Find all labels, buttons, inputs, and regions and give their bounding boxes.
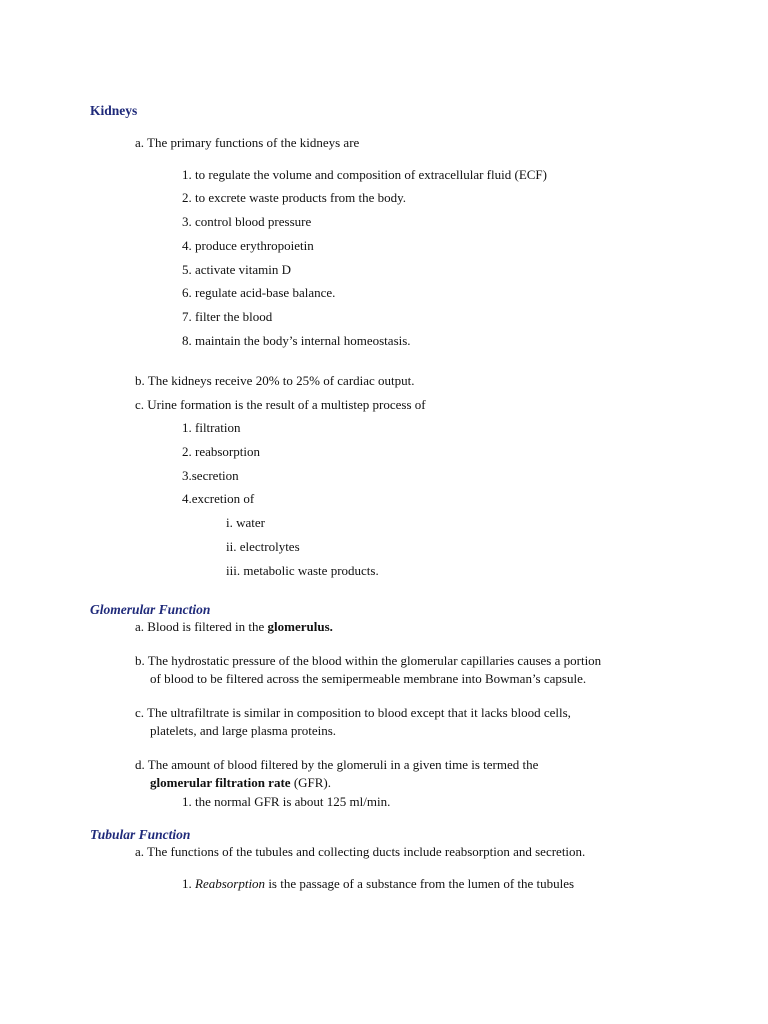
tubular-item-1 [182, 876, 574, 892]
glomerular-item-b-line2: of blood to be filtered across the semipermeable membrane into Bowman’s capsule. [150, 671, 587, 686]
glomerular-item-c-line1: c. The ultrafiltrate is similar in composition to blood except that it lacks blood cells, [135, 705, 571, 720]
tubular-1-rest: is the passage of a substance from the lumen of the tubules [265, 876, 575, 891]
kidneys-item-b: b. The kidneys receive 20% to 25% of cardiac output. [135, 373, 415, 388]
gfr-abbrev: (GFR). [290, 775, 332, 790]
glomerular-item-c-line2: platelets, and large plasma proteins. [150, 723, 337, 738]
process-step: 1. filtration [182, 420, 241, 435]
glomerular-heading: Glomerular Function [90, 602, 211, 617]
glomerular-item-d-line1: d. The amount of blood filtered by the glomeruli in a given time is termed the [135, 757, 539, 772]
kidneys-heading: Kidneys [90, 103, 138, 118]
function-item: 2. to excrete waste products from the body. [182, 190, 407, 205]
function-item: 5. activate vitamin D [182, 262, 292, 277]
function-item: 8. maintain the body’s internal homeostasis. [182, 333, 411, 348]
tubular-1-num: 1. [182, 876, 195, 891]
glomerular-a-bold: glomerulus. [267, 619, 333, 634]
kidneys-item-c: c. Urine formation is the result of a multistep process of [135, 397, 426, 412]
glomerular-item-a [135, 619, 333, 635]
excretion-item: i. water [226, 515, 265, 530]
tubular-heading: Tubular Function [90, 827, 191, 842]
tubular-item-a: a. The functions of the tubules and collecting ducts include reabsorption and secretion. [135, 844, 586, 859]
glomerular-item-d-line2 [150, 775, 331, 791]
kidneys-item-a: a. The primary functions of the kidneys are [135, 135, 360, 150]
function-item: 6. regulate acid-base balance. [182, 285, 336, 300]
process-step: 3.secretion [182, 468, 239, 483]
process-step: 2. reabsorption [182, 444, 260, 459]
function-item: 1. to regulate the volume and composition of extracellular fluid (ECF) [182, 167, 547, 182]
glomerular-item-d-sub: 1. the normal GFR is about 125 ml/min. [182, 794, 391, 809]
excretion-item: iii. metabolic waste products. [226, 563, 379, 578]
gfr-term: glomerular filtration rate [150, 775, 291, 790]
function-item: 4. produce erythropoietin [182, 238, 314, 253]
process-step: 4.excretion of [182, 491, 255, 506]
glomerular-a-text: a. Blood is filtered in the [135, 619, 268, 634]
reabsorption-term: Reabsorption [195, 876, 266, 891]
glomerular-item-b-line1: b. The hydrostatic pressure of the blood within the glomerular capillaries causes a portion [135, 653, 602, 668]
function-item: 3. control blood pressure [182, 214, 312, 229]
excretion-item: ii. electrolytes [226, 539, 300, 554]
function-item: 7. filter the blood [182, 309, 273, 324]
